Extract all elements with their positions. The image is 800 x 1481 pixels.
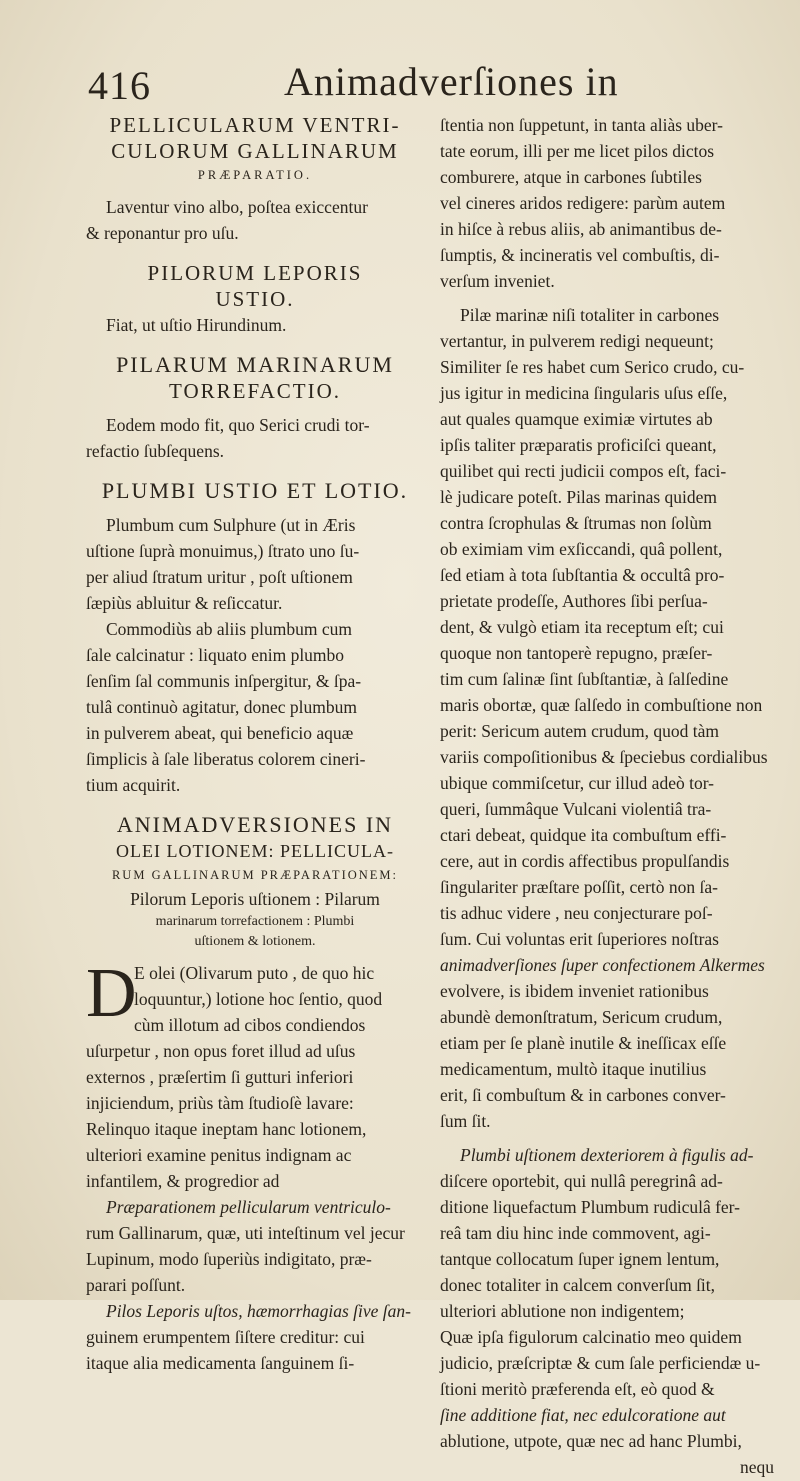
text-line: verſum inveniet. — [440, 271, 555, 291]
left-column — [86, 112, 424, 1376]
section-heading: PELLICULARUM VENTRI- — [109, 113, 401, 137]
text-line: ſæpiùs abluitur & reſiccatur. — [86, 593, 283, 613]
text-line: in hiſce à rebus aliis, ab animantibus de- — [440, 219, 722, 239]
text-line: itaque alia medicamenta ſanguinem ſi- — [86, 1353, 355, 1373]
text-line: Pilos Leporis uſtos, hæmorrhagias ſive ſan- — [106, 1301, 411, 1321]
page-number: 416 — [88, 63, 151, 108]
text-line: Præparationem pellicularum ventriculo- — [106, 1197, 391, 1217]
text-line: ſingulariter præſtare poſſit, certò non ſa- — [440, 877, 718, 897]
catchword: nequ — [739, 1457, 774, 1477]
text-line: ſenſim ſal communis inſpergitur, & ſpa- — [86, 671, 362, 691]
text-line: parari poſſunt. — [86, 1275, 186, 1295]
section-heading: PILORUM LEPORIS — [147, 261, 363, 285]
section-heading: PILARUM MARINARUM — [116, 352, 394, 377]
text-line: ſtentia non ſuppetunt, in tanta aliàs uber- — [440, 115, 723, 135]
text-line: rum Gallinarum, quæ, uti inteſtinum vel jecur — [86, 1223, 405, 1243]
text-line: reâ tam diu hinc inde commovent, agi- — [440, 1223, 711, 1243]
right-column — [440, 112, 774, 1481]
text-line: tim cum ſalinæ ſint ſubſtantiæ, à ſalſedine — [440, 669, 729, 689]
drop-cap: D — [86, 955, 137, 1032]
text-line: aut quales quamque eximiæ virtutes ab — [440, 409, 713, 429]
text-line: cere, aut in cordis affectibus propulſandis — [440, 851, 730, 871]
text-line: ipſis taliter præparatis proficiſci queant, — [440, 435, 717, 455]
text-line: cùm illotum ad cibos condiendos — [134, 1015, 366, 1035]
text-line: ditione liquefactum Plumbum rudiculâ fer- — [440, 1197, 740, 1217]
text-line: uſtionem & lotionem. — [194, 934, 316, 949]
text-line: Pilæ marinæ niſi totaliter in carbones — [460, 305, 720, 325]
text-line: variis compoſitionibus & ſpeciebus cordialibus — [440, 747, 768, 767]
section-heading: CULORUM GALLINARUM — [111, 139, 399, 163]
text-line: abundè demonſtratum, Sericum crudum, — [440, 1007, 723, 1027]
text-line: vel cineres aridos redigere: parùm autem — [440, 193, 726, 213]
text-line: Relinquo itaque ineptam hanc lotionem, — [86, 1119, 367, 1139]
text-line: vertantur, in pulverem redigi nequeunt; — [440, 331, 714, 351]
text-line: ulteriori ablutione non indigentem; — [440, 1301, 685, 1321]
text-line: quilibet qui recti judicii compos eſt, faci- — [440, 461, 727, 481]
text-line: in pulverem abeat, qui beneficio aquæ — [86, 723, 354, 743]
text-line: animadverſiones ſuper confectionem Alkermes — [440, 955, 765, 975]
text-line: comburere, atque in carbones ſubtiles — [440, 167, 702, 187]
text-line: externos , præſertim ſi gutturi inferiori — [86, 1067, 354, 1087]
text-line: tantque collocatum ſuper ignem lentum, — [440, 1249, 720, 1269]
paragraph-with-drop-cap — [86, 955, 424, 1038]
text-line: tis adhuc videre , neu conjecturare poſ- — [440, 903, 713, 923]
text-line: erit, ſi combuſtum & in carbones conver- — [440, 1085, 726, 1105]
text-line: tium acquirit. — [86, 775, 181, 795]
text-line: ſimplicis à ſale liberatus colorem cineri- — [86, 749, 366, 769]
text-line: tulâ continuò agitatur, donec plumbum — [86, 697, 357, 717]
running-head: Animadverſiones in — [284, 59, 619, 104]
text-line: ſed etiam à tota ſubſtantia & occultâ pro- — [440, 565, 725, 585]
text-line: uſtione ſuprà monuimus,) ſtrato uno ſu- — [86, 541, 360, 561]
text-line: ob eximiam vim exſiccandi, quâ pollent, — [440, 539, 723, 559]
section-heading: OLEI LOTIONEM: PELLICULA- — [116, 841, 394, 861]
text-line: jus igitur in medicina ſingularis uſus eſſe, — [440, 383, 728, 403]
text-line: diſcere oportebit, qui nullâ peregrinâ ad- — [440, 1171, 723, 1191]
text-line: dent, & vulgò etiam ita receptum eſt; cui — [440, 617, 724, 637]
text-line: Similiter ſe res habet cum Serico crudo, cu- — [440, 357, 745, 377]
text-line: ſale calcinatur : liquato enim plumbo — [86, 645, 345, 665]
text-line: lè judicare poteſt. Pilas marinas quidem — [440, 487, 718, 507]
text-line: ubique commiſcetur, cur illud adeò tor- — [440, 773, 715, 793]
text-line: Lupinum, modo ſuperiùs indigitato, præ- — [86, 1249, 372, 1269]
section-heading: TORREFACTIO. — [169, 379, 341, 403]
text-line: donec totaliter in calcem converſum ſit, — [440, 1275, 716, 1295]
section-heading: PLUMBI USTIO ET LOTIO. — [101, 478, 409, 503]
text-line: ſtioni meritò præferenda eſt, eò quod & — [440, 1379, 715, 1399]
text-line: uſurpetur , non opus foret illud ad uſus — [86, 1041, 356, 1061]
text-line: marinarum torrefactionem : Plumbi — [155, 914, 355, 929]
text-line: medicamentum, multò itaque inutilius — [440, 1059, 707, 1079]
text-line: infantilem, & progredior ad — [86, 1171, 280, 1191]
text-line: quoque non tantoperè repugno, præſer- — [440, 643, 713, 663]
text-line: evolvere, is ibidem inveniet rationibus — [440, 981, 709, 1001]
text-line: ſumptis, & incineratis vel combuſtis, di- — [440, 245, 720, 265]
text-line: loquuntur,) lotione hoc ſentio, quod — [134, 989, 383, 1009]
text-line: per aliud ſtratum uritur , poſt uſtionem — [86, 567, 353, 587]
text-line: Commodiùs ab aliis plumbum cum — [106, 619, 352, 639]
text-line: ſum. Cui voluntas erit ſuperiores noſtras — [440, 929, 719, 949]
text-line: ablutione, utpote, quæ nec ad hanc Plumbi, — [440, 1431, 742, 1451]
text-line: Laventur vino albo, poſtea exiccentur — [106, 197, 368, 217]
text-line: Quæ ipſa figulorum calcinatio meo quidem — [440, 1327, 742, 1347]
text-line: Eodem modo fit, quo Serici crudi tor- — [106, 415, 370, 435]
text-line: Fiat, ut uſtio Hirundinum. — [106, 315, 287, 335]
text-line: tate eorum, illi per me licet pilos dictos — [440, 141, 715, 161]
text-line: maris obortæ, quæ ſalſedo in combuſtione non — [440, 695, 763, 715]
text-line: judicio, præſcriptæ & cum ſale perficiendæ u- — [440, 1353, 761, 1373]
text-line: etiam per ſe planè inutile & ineſſicax eſſe — [440, 1033, 727, 1053]
section-subheading: RUM GALLINARUM PRÆPARATIONEM: — [111, 868, 399, 882]
text-line: queri, ſummâque Vulcani violentiâ tra- — [440, 799, 712, 819]
text-line: & reponantur pro uſu. — [86, 223, 239, 243]
section-heading: ANIMADVERSIONES IN — [116, 812, 394, 837]
text-line: ſine additione fiat, nec edulcoratione aut — [440, 1405, 726, 1425]
text-line: Pilorum Leporis uſtionem : Pilarum — [130, 889, 380, 909]
text-line: ſum ſit. — [440, 1111, 491, 1131]
text-line: perit: Sericum autem crudum, quod tàm — [440, 721, 719, 741]
section-heading: USTIO. — [215, 287, 295, 311]
text-line: refactio ſubſequens. — [86, 441, 225, 461]
text-line: injiciendum, priùs tàm ſtudioſè lavare: — [86, 1093, 354, 1113]
text-line: Plumbi uſtionem dexteriorem à figulis ad- — [460, 1145, 754, 1165]
text-line: ulteriori examine penitus indignam ac — [86, 1145, 352, 1165]
text-line: guinem erumpentem ſiſtere creditur: cui — [86, 1327, 365, 1347]
text-line: prietate prodeſſe, Authores ſibi perſua- — [440, 591, 708, 611]
text-line: E olei (Olivarum puto , de quo hic — [134, 963, 375, 983]
text-line: Plumbum cum Sulphure (ut in Æris — [106, 515, 356, 535]
section-subheading: PRÆPARATIO. — [197, 168, 313, 182]
text-line: contra ſcrophulas & ſtrumas non ſolùm — [440, 513, 712, 533]
text-line: ctari debeat, quidque ita combuſtum effi- — [440, 825, 727, 845]
